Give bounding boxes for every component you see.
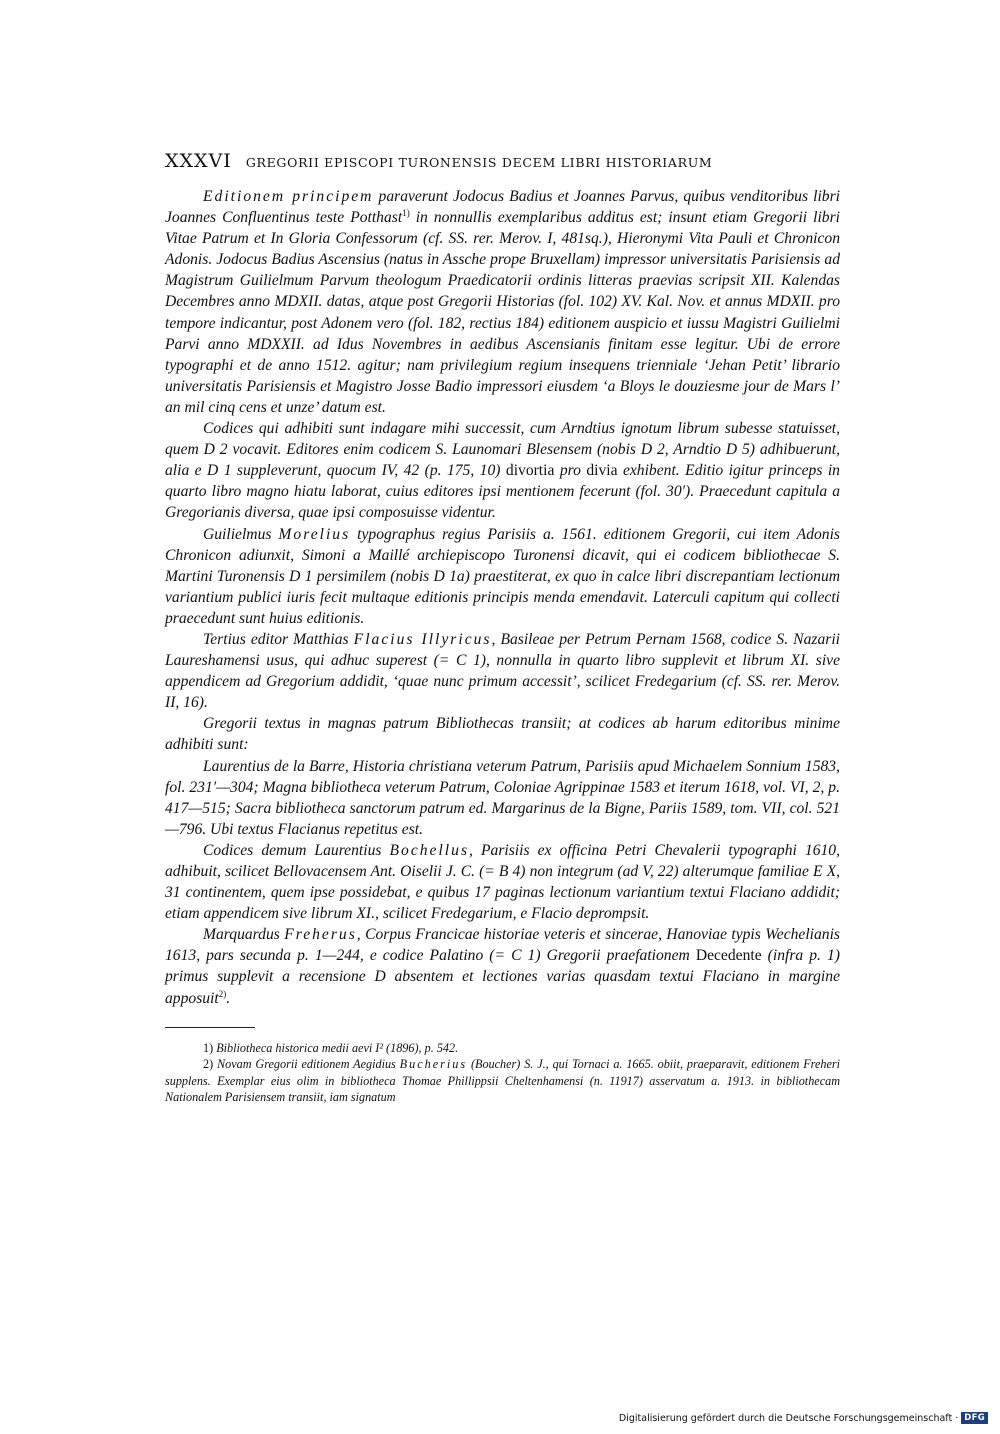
spaced-name: Morelius <box>278 525 351 543</box>
footnote-number: 2) <box>203 1057 214 1072</box>
text-run: (infra p. 1) primus supplevit a recensione D absentem et lectiones varias quasdam textui Flaciano in margine apposuit <box>165 947 840 1007</box>
emphasis: Editionem principem <box>203 188 374 205</box>
paragraph <box>165 756 840 840</box>
footnote-number: 1) <box>203 1040 214 1055</box>
upright-word: Decedente <box>695 947 762 965</box>
text-run: , Parisiis ex officina Petri Chevalerii typographi 1610, adhibuit, scilicet Bellovacensem Ant. Oiselii J. C. (= B 4) non integrum (ad V, 22) alterumque familiae E X, 31 continentem, quem ipse possidebat, e quibus 17 paginas lectionum variantium textui Flaciano addidit; etiam appendicem sive librum XI., scilicet Fredegarium, e Flacio deprompsit. <box>165 841 840 923</box>
text-run: . <box>226 989 231 1007</box>
paragraph <box>165 418 840 523</box>
text-run: Codices demum Laurentius <box>203 841 390 859</box>
document-page <box>165 150 840 1106</box>
footnote <box>165 1056 840 1106</box>
spaced-name: Bochellus <box>389 841 470 859</box>
footnote-ref: 1) <box>402 207 410 218</box>
text-run: Tertius editor Matthias <box>203 630 354 648</box>
upright-word: divia <box>586 462 618 480</box>
text-run: , Corpus Francicae historiae veteris et sincerae, Hanoviae typis Wechelianis 1613, pars secunda p. 1—244, e codice Palatino (= C 1) Gregorii praefationem <box>165 926 840 965</box>
funding-text: Digitalisierung gefördert durch die Deutsche Forschungsgemeinschaft · <box>618 1412 959 1424</box>
page-number: XXXVI <box>165 150 232 172</box>
footnotes <box>165 1040 840 1106</box>
footnote-ref: 2) <box>218 988 227 999</box>
text-run: in nonnullis exemplaribus additus est; insunt etiam Gregorii libri Vitae Patrum et In Gloria Confessorum (cf. SS. rer. Merov. I, 481sq.), Hieronymi Vita Pauli et Chronicon Adonis. Jodocus Badius Ascensius (natus in Assche prope Bruxellam) impressor universitatis Parisiensis ad Magistrum Guilielmum Parvum theologum Praedicatorii ordinis litteras praevias scripsit XII. Kalendas Decembres anno MDXII. datas, atque post Gregorii Historias (fol. 102) XV. Kal. Nov. et annus MDXII. pro tempore indicantur, post Adonem vero (fol. 182, rectius 184) editionem auspicio et iussu Magistri Guilielmi Parvi anno MDXXII. ad Idus Novembres in aedibus Ascensianis finitam esse legitur. Ubi de errore typographi et de anno 1512. agitur; nam privilegium regium insequens trienniale ‘Jehan Petit’ librario universitatis Parisiensis et Magistro Josse Badio impressori eiusdem ‘a Bloys le douziesme jour de Mars l’ an mil cinq cens et unze’ datum est. <box>165 209 840 416</box>
text-run: typographus regius Parisiis a. 1561. editionem Gregorii, cui item Adonis Chronicon adiunxit, Simoni a Maillé archiepiscopo Turonensi dicavit, qui ei codicem bibliothecae S. Martini Turonensis D 1 persimilem (nobis D 1a) praestiterat, ex quo in calce libri discrepantiam lectionum variantium publici iuris fecit multaque editionis principis menda emendavit. Laterculi capitum qui collecti praecedunt sunt huius editionis. <box>165 525 840 627</box>
paragraph <box>165 713 840 755</box>
text-run: Laurentius de la Barre, Historia christiana veterum Patrum, Parisiis apud Michaelem Sonnium 1583, fol. 231′—304; Magna bibliotheca veterum Patrum, Coloniae Agrippinae 1583 et iterum 1618, vol. VI, 2, p. 417—515; Sacra bibliotheca sanctorum patrum ed. Margarinus de la Bigne, Pariis 1589, tom. VII, col. 521—796. Ubi textus Flacianus repetitus est. <box>165 757 840 838</box>
body-text <box>165 186 840 1009</box>
dfg-logo: DFG <box>961 1412 988 1424</box>
text-run: paraverunt Jodocus Badius et Joannes Parvus, quibus venditoribus libri Joannes Confluentinus teste Potthast <box>165 188 840 227</box>
paragraph <box>165 629 840 713</box>
running-title: GREGORII EPISCOPI TURONENSIS DECEM LIBRI HISTORIARUM <box>245 155 713 170</box>
paragraph <box>165 524 840 629</box>
text-run: , Basileae per Petrum Pernam 1568, codice S. Nazarii Laureshamensi usus, qui adhuc superest (= C 1), nonnulla in quarto libro supplevit et librum XI. sive appendicem ad Gregorium addidit, ‘quae nunc primum accessit’, scilicet Fredegarium (cf. SS. rer. Merov. II, 16). <box>165 630 840 712</box>
text-run: Guilielmus <box>203 525 279 543</box>
page-header <box>165 150 840 172</box>
funding-footer <box>619 1412 988 1424</box>
upright-word: divortia <box>505 462 555 480</box>
text-run: Codices qui adhibiti sunt indagare mihi successit, cum Arndtius ignotum librum subesse statuisset, quem D 2 vocavit. Editores enim codicem S. Launomari Blesensem (nobis D 2, Arndtio D 5) adhibuerunt, alia e D 1 suppleverunt, quocum IV, 42 (p. 175, 10) <box>165 420 840 480</box>
text-run: Novam Gregorii editionem Aegidius <box>213 1057 400 1072</box>
text-run: Gregorii textus in magnas patrum Bibliothecas transiit; at codices ab harum editoribus minime adhibiti sunt: <box>165 715 840 754</box>
spaced-name: Bucherius <box>399 1057 468 1072</box>
text-run: Marquardus <box>203 926 285 944</box>
paragraph <box>165 924 840 1008</box>
text-run: exhibent. Editio igitur princeps in quarto libro magno hiatu laborat, cuius editores ipsi mentionem fecerunt (fol. 30′). Praecedunt capitula a Gregorianis diversa, quae ipsi composuisse videntur. <box>165 462 840 522</box>
footnote <box>165 1040 840 1057</box>
text-run: (Boucher) S. J., qui Tornaci a. 1665. obiit, praeparavit, editionem Freheri supplens. Exemplar eius olim in bibliotheca Thomae Phillippsii Cheltenhamensi (n. 11917) asservatum a. 1913. in bibliothecam Nationalem Parisiensem transiit, iam signatum <box>165 1057 840 1105</box>
spaced-name: Flacius Illyricus <box>353 630 492 648</box>
paragraph <box>165 186 840 418</box>
text-run: pro <box>554 462 587 480</box>
spaced-name: Freherus <box>284 926 357 944</box>
footnote-divider <box>165 1027 255 1028</box>
text-run: Bibliotheca historica medii aevi I² (1896), p. 542. <box>213 1040 459 1055</box>
paragraph <box>165 840 840 924</box>
